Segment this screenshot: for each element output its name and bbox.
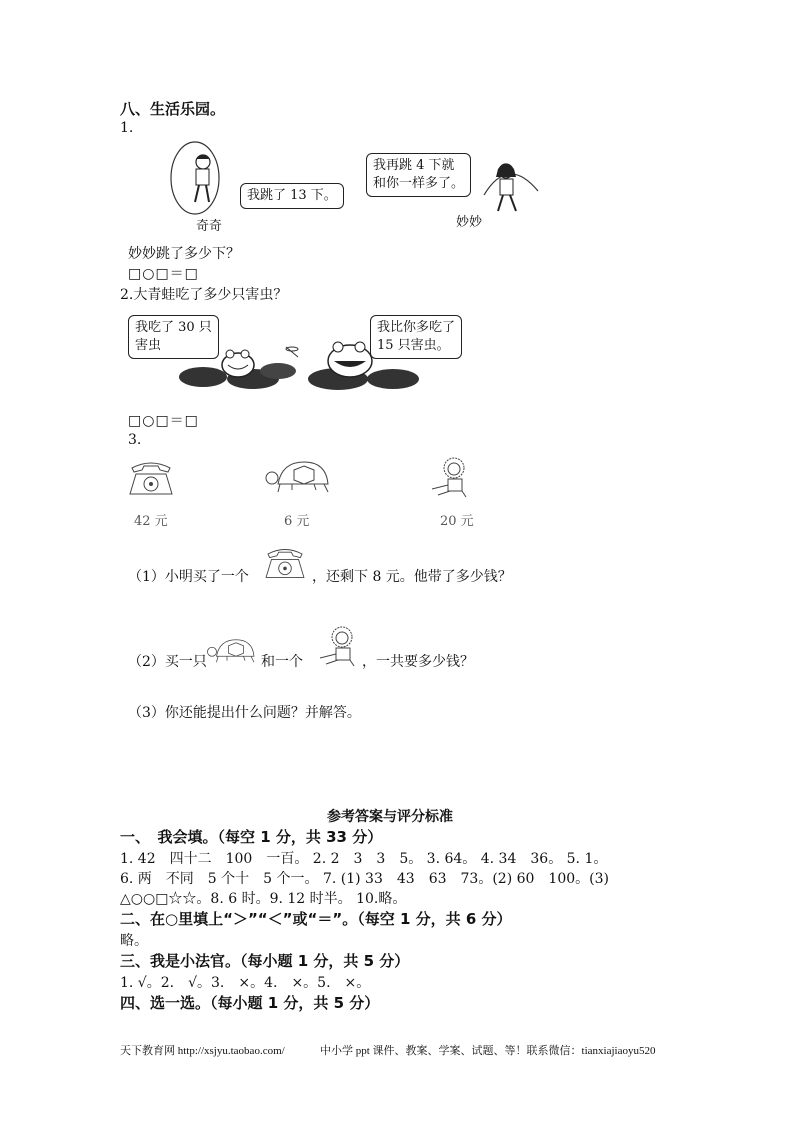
toy-turtle-icon (206, 636, 260, 666)
jump-rope-boy-illustration (165, 140, 225, 222)
price-label: 42 元 (134, 514, 168, 529)
answers-line: 1. 42 四十二 100 一百。 2. 2 3 3 5。 3. 64。 4. 34 36。 5. 1。 (120, 851, 608, 867)
toy-doll-icon (316, 624, 360, 668)
answers-line: 6. 两 不同 5 个十 5 个一。 7. (1) 33 43 63 73。(2) 60 100。(3) (120, 871, 609, 887)
question-text: 妙妙跳了多少下？ (128, 246, 240, 262)
toy-doll-icon (428, 455, 472, 499)
answers-line: △○○□☆☆。8. 6 时。9. 12 时半。 10.略。 (120, 891, 407, 907)
price-label: 20 元 (440, 514, 474, 529)
question-number: 1. (120, 120, 134, 136)
question-text: 2.大青蛙吃了多少只害虫？ (120, 287, 288, 303)
sub-question-text: （2）买一只 (128, 654, 207, 670)
answer-formula: □○□＝□ (128, 413, 199, 429)
answers-line: 1. √。2. √。3. ×。4. ×。5. ×。 (120, 975, 371, 991)
footer-contact: 中小学 ppt 课件、教案、学案、试题、等！联系微信：tianxiajiaoyu520 (320, 1045, 656, 1057)
sub-question-text: （3）你还能提出什么问题？并解答。 (128, 705, 361, 721)
telephone-icon (128, 458, 174, 498)
answers-section-title: 四、选一选。（每小题 1 分，共 5 分） (120, 994, 380, 1012)
answers-title: 参考答案与评分标准 (327, 809, 453, 825)
speech-bubble: 我再跳 4 下就 和你一样多了。 (366, 153, 471, 197)
answers-section-title: 三、我是小法官。（每小题 1 分，共 5 分） (120, 952, 410, 970)
sub-question-text: 和一个 (261, 654, 303, 670)
question-number: 3. (128, 432, 142, 448)
speech-bubble: 我跳了 13 下。 (240, 183, 344, 209)
toy-turtle-icon (264, 458, 336, 496)
speech-bubble: 我吃了 30 只 害虫 (128, 315, 219, 359)
telephone-icon (264, 545, 306, 581)
answers-section-title: 一、 我会填。（每空 1 分，共 33 分） (120, 828, 383, 846)
sub-question-text: ，一共要多少钱？ (362, 654, 474, 670)
answers-section-title: 二、在○里填上“＞”“＜”或“＝”。（每空 1 分，共 6 分） (120, 910, 512, 928)
character-name: 奇奇 (196, 218, 223, 233)
sub-question-text: ，还剩下 8 元。他带了多少钱？ (312, 569, 512, 585)
frogs-on-lily-pads-illustration (178, 335, 448, 393)
speech-bubble: 我比你多吃了 15 只害虫。 (370, 315, 462, 359)
character-name: 妙妙 (456, 214, 483, 229)
answer-formula: □○□＝□ (128, 266, 199, 282)
jump-rope-girl-illustration (478, 155, 544, 220)
sub-question-text: （1）小明买了一个 (128, 569, 249, 585)
section-title: 八、生活乐园。 (120, 100, 226, 118)
footer-site-link[interactable]: 天下教育网 http://xsjyu.taobao.com/ (120, 1045, 285, 1057)
answers-line: 略。 (120, 933, 148, 949)
price-label: 6 元 (284, 514, 310, 529)
